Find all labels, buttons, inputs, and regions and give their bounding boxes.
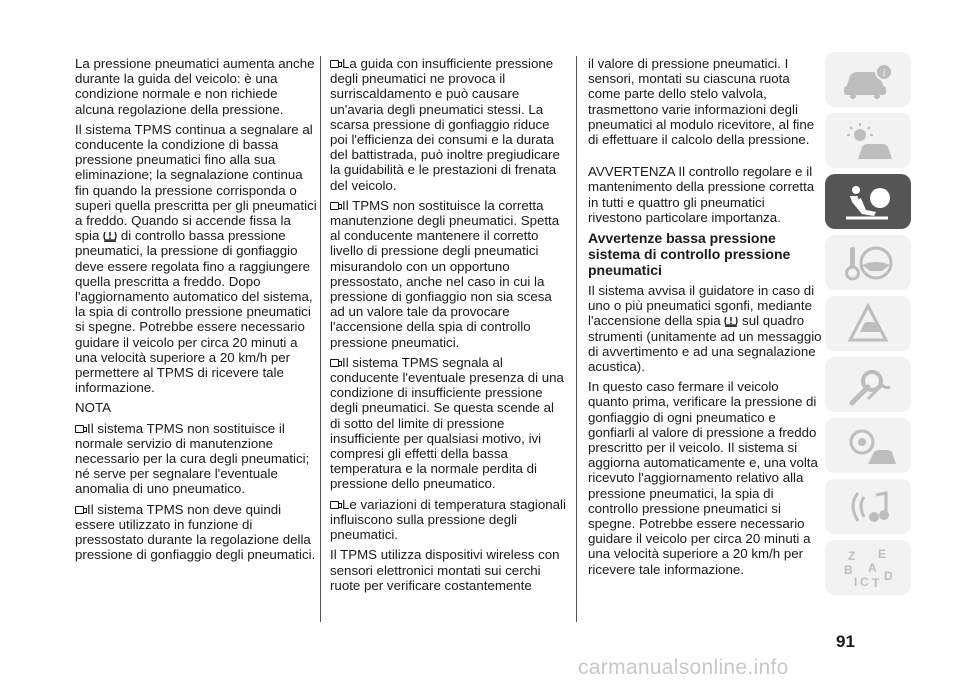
book-icon bbox=[330, 501, 339, 509]
note-item: La guida con insufficiente pressione degli pneumatici ne provoca il surriscaldamento e può causare un'avaria degli pneumatici stessi. La scarsa pressione di gonfiaggio riduce poi l'efficienza dei consumi e la durata del battistrada, può inoltre pregiudicare la guidabilità e le prestazioni di frenata del veicolo. bbox=[330, 56, 560, 193]
book-icon bbox=[330, 359, 339, 367]
note-heading: NOTA bbox=[75, 400, 111, 416]
tab-multimedia[interactable] bbox=[825, 479, 911, 534]
tab-warning-lights[interactable] bbox=[825, 113, 911, 168]
index-letter: I bbox=[854, 574, 858, 589]
book-icon bbox=[75, 425, 84, 433]
note-item: Il sistema TPMS non deve quindi essere utilizzato in funzione di pressostato durante la regolazione della pressione di gonfiaggio degli pneumatici. bbox=[75, 501, 316, 563]
svg-text:i: i bbox=[882, 66, 886, 79]
tab-starting-driving[interactable] bbox=[825, 235, 911, 290]
tpms-warning-icon bbox=[724, 314, 738, 327]
multimedia-icon bbox=[838, 485, 898, 529]
index-letter: T bbox=[872, 575, 880, 590]
text-column-2 bbox=[330, 56, 566, 598]
book-icon bbox=[75, 506, 84, 514]
paragraph: La pressione pneumatici aumenta anche durante la guida del veicolo: è una condizione normale e non richiede alcuna regolazione della pressione. bbox=[75, 56, 315, 117]
note-item: Il sistema TPMS segnala al conducente l'eventuale presenza di una condizione di insufficiente pressione degli pneumatici. Se questa scende al di sotto del limite di pressione insufficiente per qualsiasi motivo, ivi compresi gli effetti della bassa temperatura e la normale perdita di pressione dello pneumatico. bbox=[330, 354, 564, 492]
chapter-sidebar bbox=[825, 52, 911, 601]
car-info-icon bbox=[838, 58, 898, 102]
maintenance-icon bbox=[838, 363, 898, 407]
tab-maintenance[interactable] bbox=[825, 357, 911, 412]
paragraph: Il TPMS utilizza dispositivi wireless con sensori elettronici montati sui cerchi ruote per verificare costantemente bbox=[330, 547, 560, 593]
tab-index[interactable] bbox=[825, 540, 911, 595]
book-icon bbox=[330, 202, 339, 210]
warning-lights-icon bbox=[838, 119, 898, 163]
tab-safety[interactable] bbox=[825, 174, 911, 229]
tab-technical-data[interactable] bbox=[825, 418, 911, 473]
index-letter: E bbox=[878, 546, 887, 561]
technical-data-icon bbox=[838, 424, 898, 468]
index-icon bbox=[838, 546, 898, 590]
section-heading: Avvertenze bassa pressione sistema di controllo pressione pneumatici bbox=[588, 230, 791, 279]
index-letter: D bbox=[884, 568, 893, 583]
page-number: 91 bbox=[836, 632, 855, 651]
paragraph: Il sistema avvisa il guidatore in caso di uno o più pneumatici sgonfi, mediante l'accensione della spia sul quadro strumenti (unitamente ad un messaggio di avvertimento e ad una segnalazione acustica). bbox=[588, 283, 822, 375]
index-letter: B bbox=[844, 562, 853, 577]
note-item: Il sistema TPMS non sostituisce il normale servizio di manutenzione necessario per la cura degli pneumatici; né serve per segnalare l'eventuale anomalia di uno pneumatico. bbox=[75, 420, 310, 497]
emergency-icon bbox=[838, 302, 898, 346]
tab-car-info[interactable] bbox=[825, 52, 911, 107]
warning-paragraph: AVVERTENZA Il controllo regolare e il mantenimento della pressione corretta in tutti e quattro gli pneumatici rivestono particolare importanza. bbox=[588, 164, 815, 225]
note-item: Il TPMS non sostituisce la corretta manutenzione degli pneumatici. Spetta al conducente mantenere il corretto livello di pressione degli pneumatici misurandolo con un opportuno pressostato, anche nel caso in cui la pressione di gonfiaggio non sia scesa ad un valore tale da provocare l'accensione della spia di controllo pressione pneumatici. bbox=[330, 197, 560, 350]
paragraph: Il sistema TPMS continua a segnalare al conducente la condizione di bassa pressione pneumatici fino alla sua eliminazione; la segnalazione continua fin quando la pressione corrisponda o superi quella prescritta per gli pneumatici a freddo. Quando si accende fissa la spia di controllo bassa pressione pneumatici, la pressione di gonfiaggio deve essere regolata fino a raggiungere quella prescritta a freddo. Dopo l'aggiornamento automatico del sistema, la spia di controllo pressione pneumatici si spegne. Potrebbe essere necessario guidare il veicolo per circa 20 minuti a una velocità superiore a 20 km/h per permettere al TPMS di ricevere tale informazione. bbox=[75, 121, 317, 396]
text-column-1 bbox=[75, 56, 318, 568]
watermark: carmanualsonline.info bbox=[578, 656, 789, 679]
tab-emergency[interactable] bbox=[825, 296, 911, 351]
paragraph: il valore di pressione pneumatici. I sensori, montati su ciascuna ruota come parte dello stelo valvola, trasmettono varie informazioni degli pneumatici al modulo ricevitore, al fine di effettuare il calcolo della pressione. bbox=[588, 56, 815, 148]
text-column-3 bbox=[588, 56, 822, 582]
index-letter: C bbox=[860, 574, 869, 589]
starting-driving-icon bbox=[838, 241, 898, 285]
note-item: Le variazioni di temperatura stagionali influiscono sulla pressione degli pneumatici. bbox=[330, 496, 566, 543]
paragraph: In questo caso fermare il veicolo quanto prima, verificare la pressione di gonfiaggio di ogni pneumatico e gonfiarli al valore di pressione a freddo prescritto per il veicolo. Il sistema si aggiorna automaticamente e, una volta ricevuto l'aggiornamento relativo alla pressione pneumatici, la spia di controllo pressione pneumatici si spegne. Potrebbe essere necessario guidare il veicolo per circa 20 minuti a una velocità superiore a 20 km/h per ricevere tale informazione. bbox=[588, 379, 818, 577]
index-letter: Z bbox=[848, 548, 856, 563]
book-icon bbox=[330, 60, 339, 68]
column-separator bbox=[576, 56, 577, 622]
column-separator bbox=[320, 56, 321, 622]
safety-airbag-icon bbox=[838, 180, 898, 224]
index-letter: A bbox=[868, 560, 877, 575]
tpms-warning-icon bbox=[103, 229, 117, 242]
